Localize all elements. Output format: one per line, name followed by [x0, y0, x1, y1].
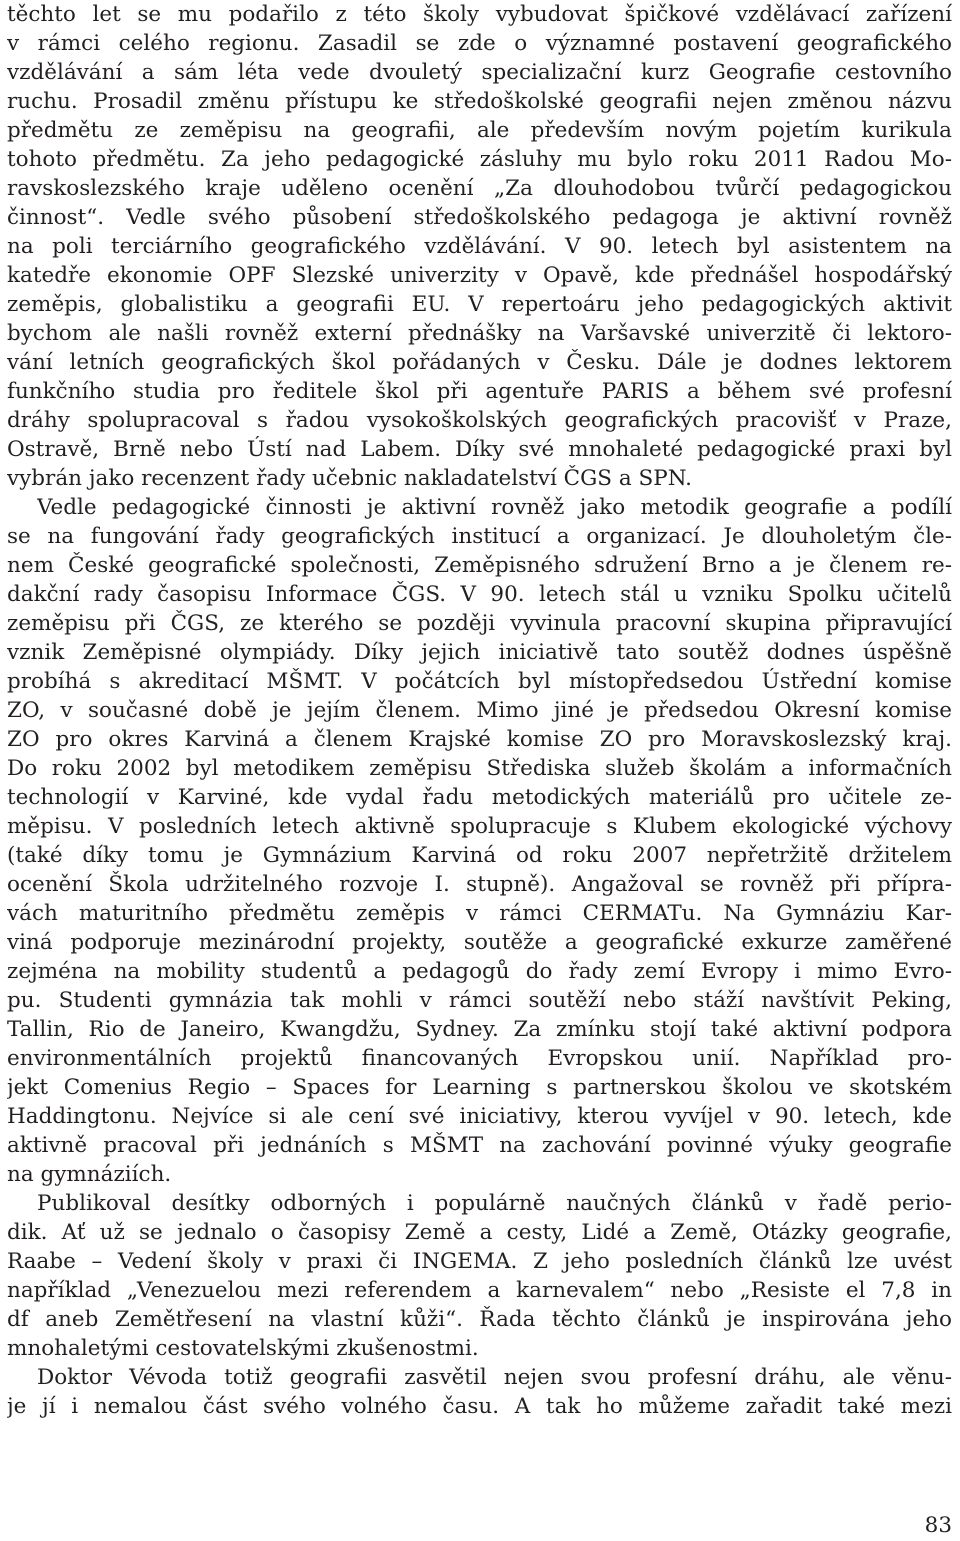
text-line: tohoto předmětu. Za jeho pedagogické zásluhy mu bylo roku 2011 Radou Mo- [7, 147, 952, 172]
text-line: bychom ale našli rovněž externí přednášky na Varšavské univerzitě či lektoro- [7, 321, 952, 346]
text-line: je jí i nemalou část svého volného času. A tak ho můžeme zařadit také mezi [7, 1394, 952, 1419]
text-line: v rámci celého regionu. Zasadil se zde o významné postavení geografického [7, 31, 952, 56]
text-line: mnohaletými cestovatelskými zkušenostmi. [7, 1336, 479, 1361]
text-line: například „Venezuelou mezi referendem a karnevalem“ nebo „Resiste el 7,8 in [7, 1278, 952, 1303]
text-line: na gymnáziích. [7, 1162, 172, 1187]
text-line: těchto let se mu podařilo z této školy vybudovat špičkové vzdělávací zařízení [7, 2, 952, 27]
text-line: předmětu ze zeměpisu na geografii, ale především novým pojetím kurikula [7, 118, 952, 143]
text-line: ocenění Škola udržitelného rozvoje I. stupně). Angažoval se rovněž při přípra- [7, 872, 952, 897]
text-line: na poli terciárního geografického vzdělávání. V 90. letech byl asistentem na [7, 234, 952, 259]
text-line: Do roku 2002 byl metodikem zeměpisu Střediska služeb školám a informačních [7, 756, 952, 781]
text-line: funkčního studia pro ředitele škol při agentuře PARIS a během své profesní [7, 379, 952, 404]
text-line: jekt Comenius Regio – Spaces for Learning s partnerskou školou ve skotském [7, 1075, 952, 1100]
text-line: Publikoval desítky odborných i populárně naučných článků v řadě perio- [37, 1191, 952, 1216]
text-line: se na fungování řady geografických institucí a organizací. Je dlouholetým čle- [7, 524, 952, 549]
text-line: nem České geografické společnosti, Zeměpisného sdružení Brno a je členem re- [7, 553, 952, 578]
text-line: ZO, v současné době je jejím členem. Mimo jiné je předsedou Okresní komise [7, 698, 952, 723]
text-line: probíhá s akreditací MŠMT. V počátcích byl místopředsedou Ústřední komise [7, 669, 952, 694]
text-line: viná podporuje mezinárodní projekty, soutěže a geografické exkurze zaměřené [7, 930, 952, 955]
text-line: aktivně pracoval při jednáních s MŠMT na zachování povinné výuky geografie [7, 1133, 952, 1158]
text-line: měpisu. V posledních letech aktivně spolupracuje s Klubem ekologické výchovy [7, 814, 952, 839]
text-line: Ostravě, Brně nebo Ústí nad Labem. Díky své mnohaleté pedagogické praxi byl [7, 437, 952, 462]
text-line: vybrán jako recenzent řady učebnic nakladatelství ČGS a SPN. [7, 466, 692, 491]
text-line: vzdělávání a sám léta vede dvouletý specializační kurz Geografie cestovního [7, 60, 952, 85]
text-line: Tallin, Rio de Janeiro, Kwangdžu, Sydney. Za zmínku stojí také aktivní podpora [7, 1017, 952, 1042]
page-number: 83 [924, 1513, 952, 1538]
text-line: dráhy spolupracoval s řadou vysokoškolských geografických pracovišť v Praze, [7, 408, 952, 433]
text-line: vách maturitního předmětu zeměpis v rámci CERMATu. Na Gymnáziu Kar- [7, 901, 952, 926]
text-line: Haddingtonu. Nejvíce si ale cení své iniciativy, kterou vyvíjel v 90. letech, kde [7, 1104, 952, 1129]
text-line: Vedle pedagogické činnosti je aktivní rovněž jako metodik geografie a podílí [37, 495, 952, 520]
text-line: environmentálních projektů financovaných Evropskou unií. Například pro- [7, 1046, 952, 1071]
text-line: zeměpis, globalistiku a geografii EU. V repertoáru jeho pedagogických aktivit [7, 292, 952, 317]
text-line: katedře ekonomie OPF Slezské univerzity v Opavě, kde přednášel hospodářský [7, 263, 952, 288]
text-line: technologií v Karviné, kde vydal řadu metodických materiálů pro učitele ze- [7, 785, 952, 810]
text-line: ZO pro okres Karviná a členem Krajské komise ZO pro Moravskoslezský kraj. [7, 727, 952, 752]
text-line: zeměpisu při ČGS, ze kterého se později vyvinula pracovní skupina připravující [7, 611, 952, 636]
text-line: (také díky tomu je Gymnázium Karviná od roku 2007 nepřetržitě držitelem [7, 843, 952, 868]
text-line: Doktor Vévoda totiž geografii zasvětil nejen svou profesní dráhu, ale věnu- [37, 1365, 952, 1390]
text-line: vání letních geografických škol pořádaných v Česku. Dále je dodnes lektorem [7, 350, 952, 375]
text-line: pu. Studenti gymnázia tak mohli v rámci soutěží nebo stáží navštívit Peking, [7, 988, 952, 1013]
text-line: zejména na mobility studentů a pedagogů do řady zemí Evropy i mimo Evro- [7, 959, 952, 984]
text-line: df aneb Zemětřesení na vlastní kůži“. Řada těchto článků je inspirována jeho [7, 1307, 952, 1332]
text-line: ravskoslezského kraje uděleno ocenění „Za dlouhodobou tvůrčí pedagogickou [7, 176, 952, 201]
text-line: ruchu. Prosadil změnu přístupu ke středoškolské geografii nejen změnou názvu [7, 89, 952, 114]
text-line: vznik Zeměpisné olympiády. Díky jejich iniciativě tato soutěž dodnes úspěšně [7, 640, 952, 665]
text-line: dik. Ať už se jednalo o časopisy Země a cesty, Lidé a Země, Otázky geografie, [7, 1220, 952, 1245]
text-line: činnost“. Vedle svého působení středoškolského pedagoga je aktivní rovněž [7, 205, 952, 230]
text-line: dakční rady časopisu Informace ČGS. V 90. letech stál u vzniku Spolku učitelů [7, 582, 952, 607]
text-line: Raabe – Vedení školy v praxi či INGEMA. Z jeho posledních článků lze uvést [7, 1249, 952, 1274]
